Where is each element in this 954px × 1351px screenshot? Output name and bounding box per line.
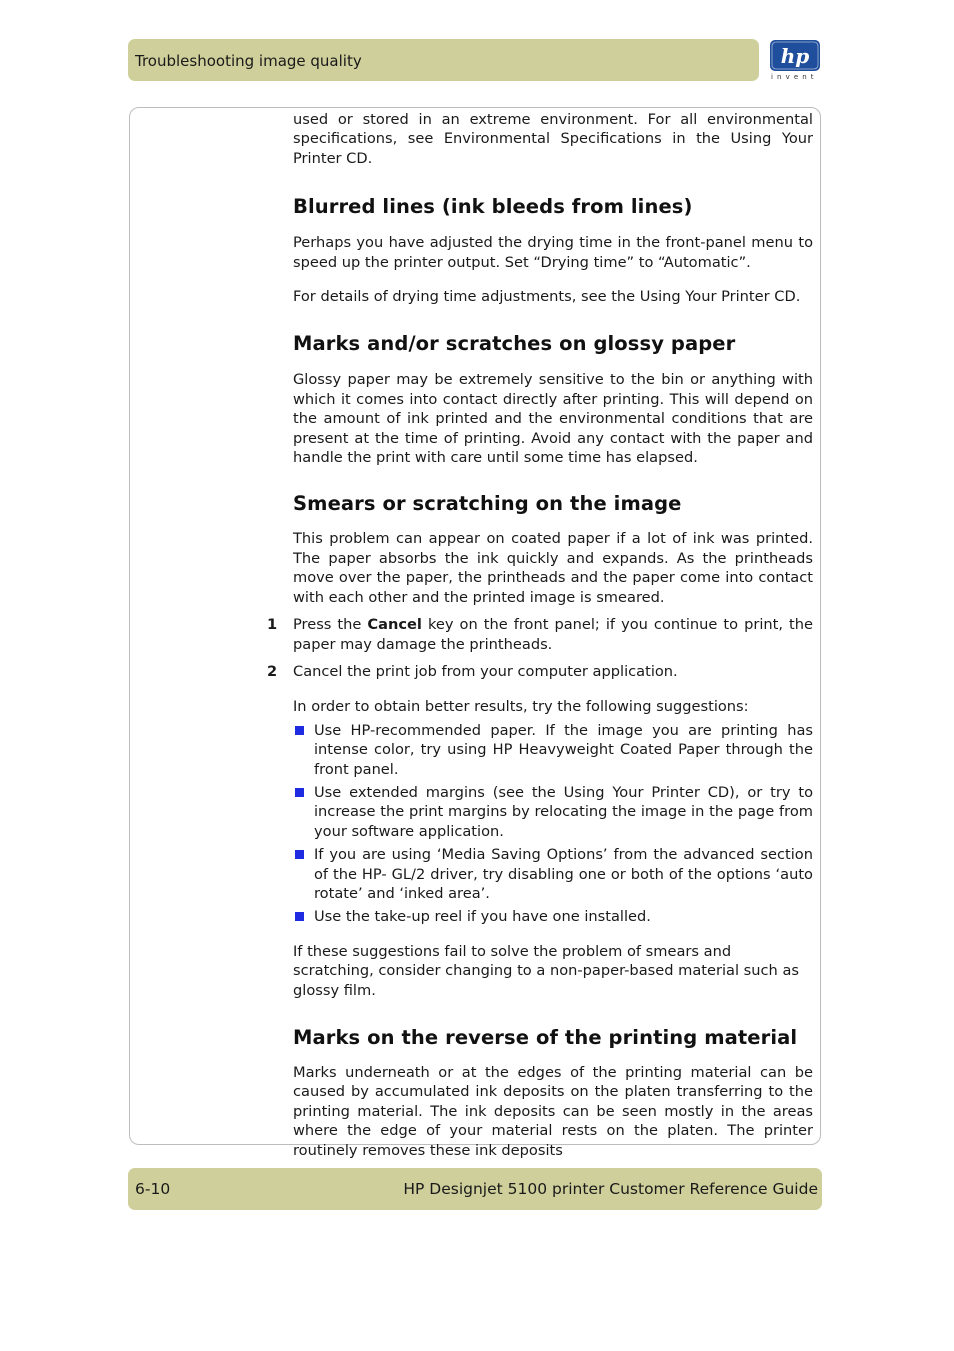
list-item-text: Use HP-recommended paper. If the image you are printing has intense color, try using HP Heavyweight Coated Paper through the front panel. — [314, 721, 813, 778]
paragraph: This problem can appear on coated paper if a lot of ink was printed. The paper absorbs the ink quickly and expands. As the printheads move over the paper, the printheads and the paper come into contact with each other and the printed image is smeared. — [293, 530, 813, 606]
logo-mark: hp — [780, 44, 810, 68]
list-item — [293, 907, 813, 926]
numbered-step — [267, 615, 813, 654]
section-heading-blurred-lines: Blurred lines (ink bleeds from lines) — [293, 195, 693, 219]
intro-paragraph: used or stored in an extreme environment. For all environmental specifications, see Environmental Specifications in the Using Your Printer CD. — [293, 111, 813, 167]
paragraph: Glossy paper may be extremely sensitive to the bin or anything with which it comes into contact directly after printing. This will depend on the amount of ink printed and the environmental conditions that are present at the time of printing. Avoid any contact with the paper and handle the print with care until some time has elapsed. — [293, 371, 813, 467]
step-text: Cancel the print job from your computer application. — [293, 662, 678, 680]
step-number: 2 — [267, 662, 278, 680]
paragraph: If these suggestions fail to solve the problem of smears and scratching, consider changing to a non-paper-based material such as glossy film. — [293, 942, 799, 999]
cancel-key-label: Cancel — [367, 616, 422, 634]
list-item — [293, 721, 813, 779]
list-item — [293, 845, 813, 903]
paragraph: Perhaps you have adjusted the drying time in the front-panel menu to speed up the printer output. Set “Drying time” to “Automatic”. — [293, 234, 813, 271]
list-item — [293, 783, 813, 841]
list-item-text: If you are using ‘Media Saving Options’ from the advanced section of the HP- GL/2 driver, try disabling one or both of the options ‘auto rotate’ and ‘inked area’. — [314, 846, 813, 902]
page-number: 6-10 — [135, 1180, 171, 1198]
list-item-text: Use extended margins (see the Using Your Printer CD), or try to increase the print margins by relocating the image in the page from your software application. — [314, 783, 813, 840]
header-title: Troubleshooting image quality — [135, 52, 362, 70]
paragraph: For details of drying time adjustments, see the Using Your Printer CD. — [293, 288, 801, 306]
guide-title: HP Designjet 5100 printer Customer Reference Guide — [403, 1180, 818, 1198]
bullet-square-icon — [295, 912, 304, 921]
footer-bar — [128, 1168, 822, 1210]
section-heading-glossy-marks: Marks and/or scratches on glossy paper — [293, 332, 736, 356]
logo-tagline: invent — [771, 73, 818, 81]
paragraph: Marks underneath or at the edges of the printing material can be caused by accumulated ink deposits on the platen transferring to the printing material. The ink deposits can be seen mostly in the areas where the edge of your material rests on the platen. The printer routinely removes these ink deposits — [293, 1064, 813, 1159]
bullet-square-icon — [295, 850, 304, 859]
numbered-step — [267, 662, 813, 681]
list-item-text: Use the take-up reel if you have one installed. — [314, 908, 651, 926]
bullet-square-icon — [295, 788, 304, 797]
bullet-square-icon — [295, 726, 304, 735]
header-bar — [128, 39, 759, 81]
paragraph: In order to obtain better results, try the following suggestions: — [293, 698, 749, 716]
main-content — [267, 110, 813, 1160]
step-number: 1 — [267, 616, 278, 634]
section-heading-smears: Smears or scratching on the image — [293, 492, 682, 516]
step-text: key on the front panel; if you continue to print, the paper may damage the printheads. — [293, 616, 813, 653]
step-text: Press the — [293, 616, 368, 634]
section-heading-reverse-marks: Marks on the reverse of the printing material — [293, 1026, 798, 1049]
